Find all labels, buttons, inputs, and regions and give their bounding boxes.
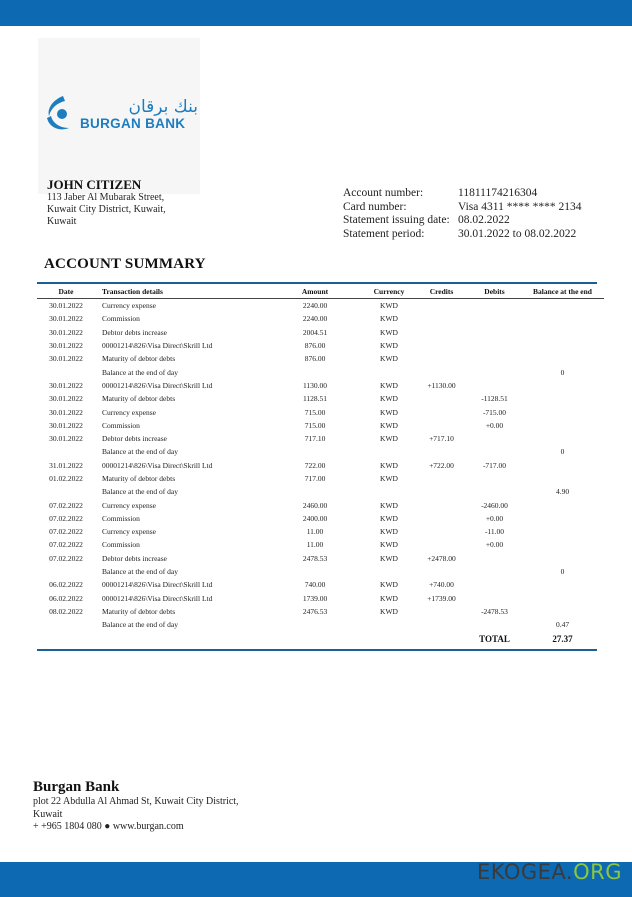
cell-currency: KWD (380, 301, 398, 311)
cell-date: 30.01.2022 (49, 434, 83, 444)
cell-balance (521, 472, 604, 485)
cell-debit (468, 472, 521, 485)
cell-date (37, 365, 95, 378)
cell-date: 30.01.2022 (49, 380, 83, 390)
cell-credit (415, 605, 468, 618)
cell-currency: KWD (380, 527, 398, 537)
cell-currency: KWD (380, 407, 398, 417)
cell-balance (521, 538, 604, 551)
account-info-label: Statement period: (343, 227, 425, 240)
cell-amount: 715.00 (304, 407, 326, 417)
cell-details: 00001214\826\Visa Direct\Skrill Ltd (102, 460, 213, 470)
cell-currency: KWD (380, 500, 398, 510)
cell-debit (468, 445, 521, 458)
header-currency: Currency (363, 284, 415, 299)
cell-amount: 717.00 (304, 474, 326, 483)
cell-credit: +717.10 (429, 434, 454, 444)
table-row (37, 326, 604, 339)
cell-credit (415, 299, 468, 313)
header-amount: Amount (267, 284, 363, 299)
table-row (37, 592, 604, 605)
table-header-row (37, 284, 604, 299)
cell-balance (521, 326, 604, 339)
cell-amount: 11.00 (306, 527, 324, 537)
cell-currency: KWD (380, 580, 398, 590)
customer-address-line: 113 Jaber Al Mubarak Street, (47, 192, 165, 203)
cell-amount: 2476.53 (302, 606, 328, 616)
cell-details: 00001214\826\Visa Direct\Skrill Ltd (102, 593, 213, 603)
cell-credit (415, 618, 468, 631)
cell-debit (468, 592, 521, 605)
cell-details: 00001214\826\Visa Direct\Skrill Ltd (102, 341, 213, 351)
cell-details: Balance at the end of day (102, 367, 179, 377)
cell-balance: 0.47 (555, 620, 570, 630)
logo-arabic-text: بنك برقان (128, 97, 198, 117)
cell-currency (363, 485, 415, 498)
watermark (477, 860, 622, 884)
cell-currency: KWD (380, 394, 398, 404)
cell-credit: +2478.00 (427, 553, 456, 563)
customer-block (47, 177, 166, 228)
table-row (37, 605, 604, 618)
cell-amount: 1130.00 (302, 380, 328, 390)
cell-amount (267, 618, 363, 631)
cell-date: 01.02.2022 (49, 474, 83, 483)
top-brand-bar (0, 0, 632, 26)
cell-debit (468, 618, 521, 631)
footer-address-line: Kuwait (33, 808, 63, 820)
cell-debit (468, 299, 521, 313)
cell-debit: -11.00 (484, 527, 505, 537)
account-info-label: Statement issuing date: (343, 214, 450, 226)
issuing-date-row (343, 214, 581, 228)
cell-date: 07.02.2022 (49, 553, 83, 563)
cell-amount: 2460.00 (302, 500, 328, 510)
cell-currency (363, 445, 415, 458)
logo-english-text: BURGAN BANK (80, 116, 186, 131)
total-row (37, 631, 604, 647)
cell-currency: KWD (380, 553, 398, 563)
cell-date: 30.01.2022 (49, 420, 83, 430)
cell-balance (521, 405, 604, 418)
cell-date: 06.02.2022 (49, 580, 83, 590)
cell-currency: KWD (380, 420, 398, 430)
cell-credit (415, 339, 468, 352)
cell-details: Commission (102, 420, 140, 430)
cell-amount: 722.00 (304, 460, 326, 470)
cell-date: 06.02.2022 (49, 593, 83, 603)
cell-amount: 2400.00 (302, 513, 328, 523)
cell-currency: KWD (380, 314, 398, 324)
cell-debit (468, 578, 521, 591)
cell-amount: 2240.00 (302, 301, 328, 311)
cell-currency: KWD (380, 513, 398, 523)
cell-currency: KWD (380, 327, 398, 337)
footer (33, 778, 239, 834)
transactions-table-wrap (37, 282, 597, 651)
cell-balance (521, 498, 604, 511)
total-label: TOTAL (479, 634, 510, 645)
cell-amount (267, 445, 363, 458)
cell-details: Balance at the end of day (102, 567, 179, 577)
cell-currency: KWD (380, 593, 398, 603)
cell-balance (521, 512, 604, 525)
cell-credit (415, 326, 468, 339)
cell-date: 07.02.2022 (49, 500, 83, 510)
cell-balance: 4.90 (555, 487, 570, 497)
table-row (37, 405, 604, 418)
cell-details: 00001214\826\Visa Direct\Skrill Ltd (102, 580, 213, 590)
footer-contact: + +965 1804 080 ● www.burgan.com (33, 821, 184, 832)
table-body (37, 299, 604, 632)
section-title: ACCOUNT SUMMARY (44, 256, 206, 272)
cell-credit (415, 352, 468, 365)
table-row (37, 538, 604, 551)
cell-balance (521, 312, 604, 325)
cell-date (37, 565, 95, 578)
watermark-part1: EKOGEA. (476, 860, 574, 884)
cell-credit (415, 565, 468, 578)
cell-debit: +0.00 (485, 513, 504, 523)
cell-date: 07.02.2022 (49, 513, 83, 523)
card-number-row (343, 201, 581, 215)
cell-date: 07.02.2022 (49, 527, 83, 537)
cell-balance (521, 525, 604, 538)
cell-currency: KWD (380, 354, 398, 364)
cell-amount: 876.00 (304, 341, 326, 351)
cell-amount (267, 565, 363, 578)
cell-date (37, 618, 95, 631)
cell-details: Currency expense (102, 301, 156, 311)
table-row (37, 392, 604, 405)
cell-balance (521, 578, 604, 591)
cell-credit (415, 445, 468, 458)
cell-debit (468, 326, 521, 339)
cell-balance (521, 419, 604, 432)
header-date: Date (37, 284, 95, 299)
cell-details: Currency expense (102, 527, 156, 537)
cell-amount: 2240.00 (302, 314, 328, 324)
cell-balance (521, 299, 604, 313)
cell-balance (521, 339, 604, 352)
cell-debit (468, 565, 521, 578)
table-bottom-rule (37, 649, 597, 651)
table-row (37, 498, 604, 511)
cell-credit: +1739.00 (427, 593, 456, 603)
customer-address-line: Kuwait City District, Kuwait, (47, 204, 166, 215)
cell-credit (415, 525, 468, 538)
cell-balance: 0 (560, 367, 565, 377)
table-row (37, 299, 604, 313)
cell-details: Debtor debts increase (102, 327, 167, 337)
cell-balance (521, 432, 604, 445)
cell-date: 08.02.2022 (49, 606, 83, 616)
table-row (37, 485, 604, 498)
cell-details: Maturity of debtor debts (102, 394, 176, 404)
cell-debit: +0.00 (485, 540, 504, 550)
cell-debit (468, 352, 521, 365)
table-row (37, 339, 604, 352)
table-row (37, 565, 604, 578)
customer-address-line: Kuwait (47, 216, 77, 227)
cell-date (37, 445, 95, 458)
account-info (343, 187, 581, 241)
cell-date: 30.01.2022 (49, 314, 83, 324)
cell-date: 30.01.2022 (49, 341, 83, 351)
cell-date: 30.01.2022 (49, 301, 83, 311)
cell-debit (468, 312, 521, 325)
cell-currency: KWD (380, 474, 398, 483)
cell-credit (415, 405, 468, 418)
cell-details: Debtor debts increase (102, 553, 167, 563)
cell-amount: 1128.51 (302, 394, 328, 404)
cell-details: Maturity of debtor debts (102, 606, 176, 616)
statement-period-row (343, 228, 581, 242)
cell-credit: +1130.00 (427, 380, 456, 390)
account-info-value: 08.02.2022 (458, 214, 510, 226)
cell-credit: +722.00 (429, 460, 454, 470)
cell-credit (415, 392, 468, 405)
bank-logo (38, 38, 200, 194)
cell-debit: -2460.00 (481, 500, 508, 510)
cell-details: Maturity of debtor debts (102, 354, 176, 364)
table-row (37, 445, 604, 458)
cell-date: 30.01.2022 (49, 327, 83, 337)
cell-details: Balance at the end of day (102, 447, 179, 457)
cell-amount: 717.10 (304, 434, 326, 444)
cell-balance (521, 592, 604, 605)
cell-credit: +740.00 (429, 580, 454, 590)
account-info-label: Card number: (343, 200, 407, 213)
cell-balance (521, 552, 604, 565)
cell-debit: +0.00 (485, 420, 504, 430)
cell-amount: 715.00 (304, 420, 326, 430)
table-row (37, 512, 604, 525)
cell-debit (468, 379, 521, 392)
cell-credit (415, 365, 468, 378)
table-row (37, 432, 604, 445)
cell-credit (415, 512, 468, 525)
cell-balance: 0 (560, 567, 565, 577)
cell-details: Debtor debts increase (102, 434, 167, 444)
cell-debit: -2478.53 (481, 606, 508, 616)
cell-credit (415, 538, 468, 551)
table-row (37, 419, 604, 432)
cell-balance (521, 352, 604, 365)
cell-balance (521, 605, 604, 618)
cell-currency: KWD (380, 606, 398, 616)
cell-details: Currency expense (102, 407, 156, 417)
cell-balance: 0 (560, 447, 565, 457)
cell-details: 00001214\826\Visa Direct\Skrill Ltd (102, 380, 213, 390)
cell-details: Maturity of debtor debts (102, 474, 176, 483)
cell-currency: KWD (380, 434, 398, 444)
cell-balance (521, 392, 604, 405)
cell-details: Commission (102, 540, 140, 550)
header-details: Transaction details (95, 284, 267, 299)
customer-name: JOHN CITIZEN (47, 177, 142, 192)
cell-currency: KWD (380, 341, 398, 351)
cell-credit (415, 472, 468, 485)
cell-details: Commission (102, 314, 140, 324)
cell-debit (468, 432, 521, 445)
table-row (37, 618, 604, 631)
cell-debit: -717.00 (482, 460, 507, 470)
cell-debit: -1128.51 (481, 394, 508, 404)
table-row (37, 578, 604, 591)
cell-date: 30.01.2022 (49, 407, 83, 417)
transactions-table (37, 284, 604, 647)
table-row (37, 379, 604, 392)
cell-currency: KWD (380, 380, 398, 390)
cell-credit (415, 312, 468, 325)
cell-date (37, 485, 95, 498)
table-row (37, 312, 604, 325)
account-info-value: Visa 4311 **** **** 2134 (458, 200, 582, 213)
cell-amount: 740.00 (304, 580, 326, 590)
cell-date: 31.01.2022 (49, 460, 83, 470)
cell-balance (521, 459, 604, 472)
cell-credit (415, 485, 468, 498)
cell-amount: 11.00 (306, 540, 324, 550)
header-balance: Balance at the end (521, 284, 604, 299)
cell-details: Currency expense (102, 500, 156, 510)
header-debits: Debits (468, 284, 521, 299)
table-row (37, 365, 604, 378)
cell-currency (363, 618, 415, 631)
cell-amount: 876.00 (304, 354, 326, 364)
cell-amount: 1739.00 (302, 593, 328, 603)
cell-amount (267, 365, 363, 378)
cell-date: 30.01.2022 (49, 394, 83, 404)
cell-currency (363, 565, 415, 578)
cell-debit (468, 485, 521, 498)
cell-amount (267, 485, 363, 498)
account-info-value: 11811174216304 (458, 187, 538, 199)
account-info-label: Account number: (343, 187, 424, 199)
watermark-part2: ORG (573, 860, 622, 884)
burgan-logo-icon (43, 94, 75, 132)
cell-date: 30.01.2022 (49, 354, 83, 364)
table-row (37, 472, 604, 485)
cell-amount: 2004.51 (302, 327, 328, 337)
cell-amount: 2478.53 (302, 553, 328, 563)
table-row (37, 352, 604, 365)
cell-details: Balance at the end of day (102, 487, 179, 497)
header-credits: Credits (415, 284, 468, 299)
cell-debit: -715.00 (482, 407, 507, 417)
cell-debit (468, 552, 521, 565)
footer-bank-name: Burgan Bank (33, 779, 120, 795)
account-info-value: 30.01.2022 to 08.02.2022 (458, 227, 577, 240)
cell-details: Commission (102, 513, 140, 523)
cell-balance (521, 379, 604, 392)
cell-currency (363, 365, 415, 378)
cell-credit (415, 419, 468, 432)
account-number-row (343, 187, 581, 201)
cell-currency: KWD (380, 460, 398, 470)
footer-address-line: plot 22 Abdulla Al Ahmad St, Kuwait City District, (33, 796, 239, 807)
cell-details: Balance at the end of day (102, 620, 179, 630)
table-row (37, 459, 604, 472)
cell-currency: KWD (380, 540, 398, 550)
cell-credit (415, 498, 468, 511)
cell-debit (468, 339, 521, 352)
cell-debit (468, 365, 521, 378)
table-row (37, 552, 604, 565)
total-value: 27.37 (552, 634, 573, 645)
cell-date: 07.02.2022 (49, 540, 83, 550)
table-row (37, 525, 604, 538)
